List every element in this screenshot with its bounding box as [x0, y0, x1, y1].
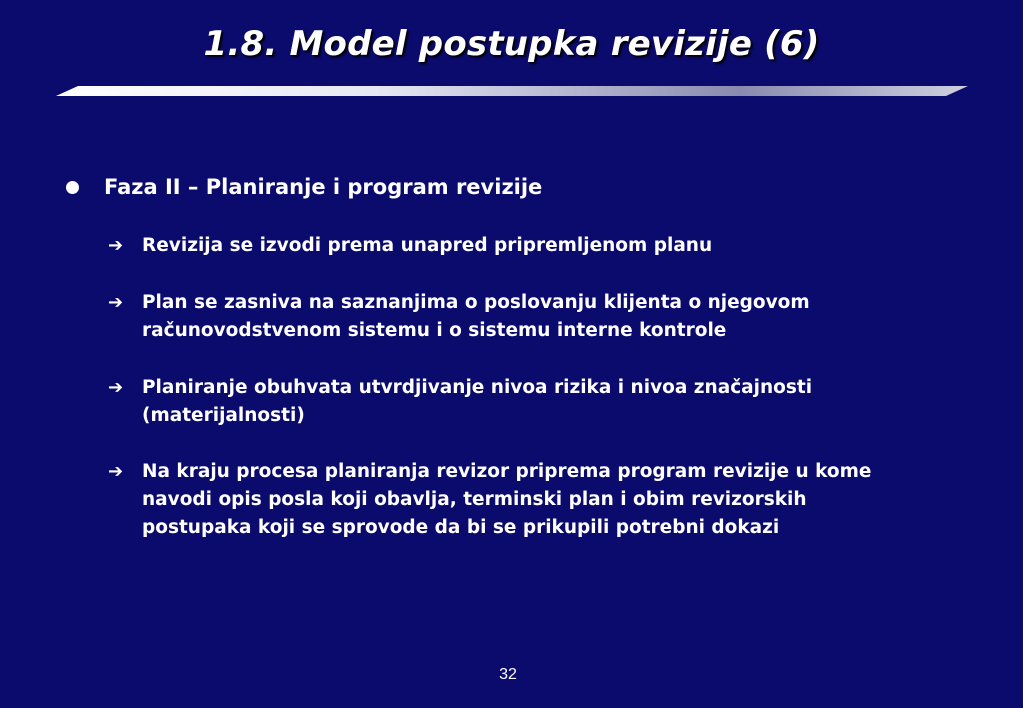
sub-bullet-line: postupaka koji se sprovode da bi se prikupili potrebni dokazi — [142, 517, 780, 538]
slide-title: 1.8. Model postupka revizije (6) — [203, 24, 820, 64]
right-arrow-icon: ➔ — [108, 461, 124, 482]
page-number: 32 — [499, 666, 517, 683]
sub-bullet-text — [142, 458, 871, 542]
right-arrow-icon: ➔ — [108, 377, 124, 398]
sub-bullet-text — [142, 232, 712, 260]
main-bullet-item — [66, 172, 966, 202]
main-bullet-text: Faza II – Planiranje i program revizije — [104, 175, 543, 199]
sub-bullet-item — [108, 374, 988, 430]
sub-bullet-text — [142, 289, 810, 345]
right-arrow-icon: ➔ — [108, 235, 124, 256]
sub-bullet-line: Plan se zasniva na saznanjima o poslovanju klijenta o njegovom — [142, 292, 810, 313]
title-underline-rule — [56, 85, 968, 97]
sub-bullet-line: Revizija se izvodi prema unapred pripremljenom planu — [142, 235, 713, 256]
sub-bullet-text — [142, 374, 812, 430]
sub-bullet-item — [108, 232, 988, 260]
sub-bullet-item — [108, 289, 988, 345]
sub-bullet-line: računovodstvenom sistemu i o sistemu interne kontrole — [142, 320, 727, 341]
right-arrow-icon: ➔ — [108, 292, 124, 313]
sub-bullet-line: Planiranje obuhvata utvrdjivanje nivoa rizika i nivoa značajnosti — [142, 377, 813, 398]
filled-circle-bullet-icon — [66, 181, 79, 194]
sub-bullet-line: navodi opis posla koji obavlja, terminski plan i obim revizorskih — [142, 489, 807, 510]
sub-bullet-line: (materijalnosti) — [142, 405, 305, 426]
sub-bullet-line: Na kraju procesa planiranja revizor priprema program revizije u kome — [142, 461, 872, 482]
sub-bullet-item — [108, 458, 988, 542]
